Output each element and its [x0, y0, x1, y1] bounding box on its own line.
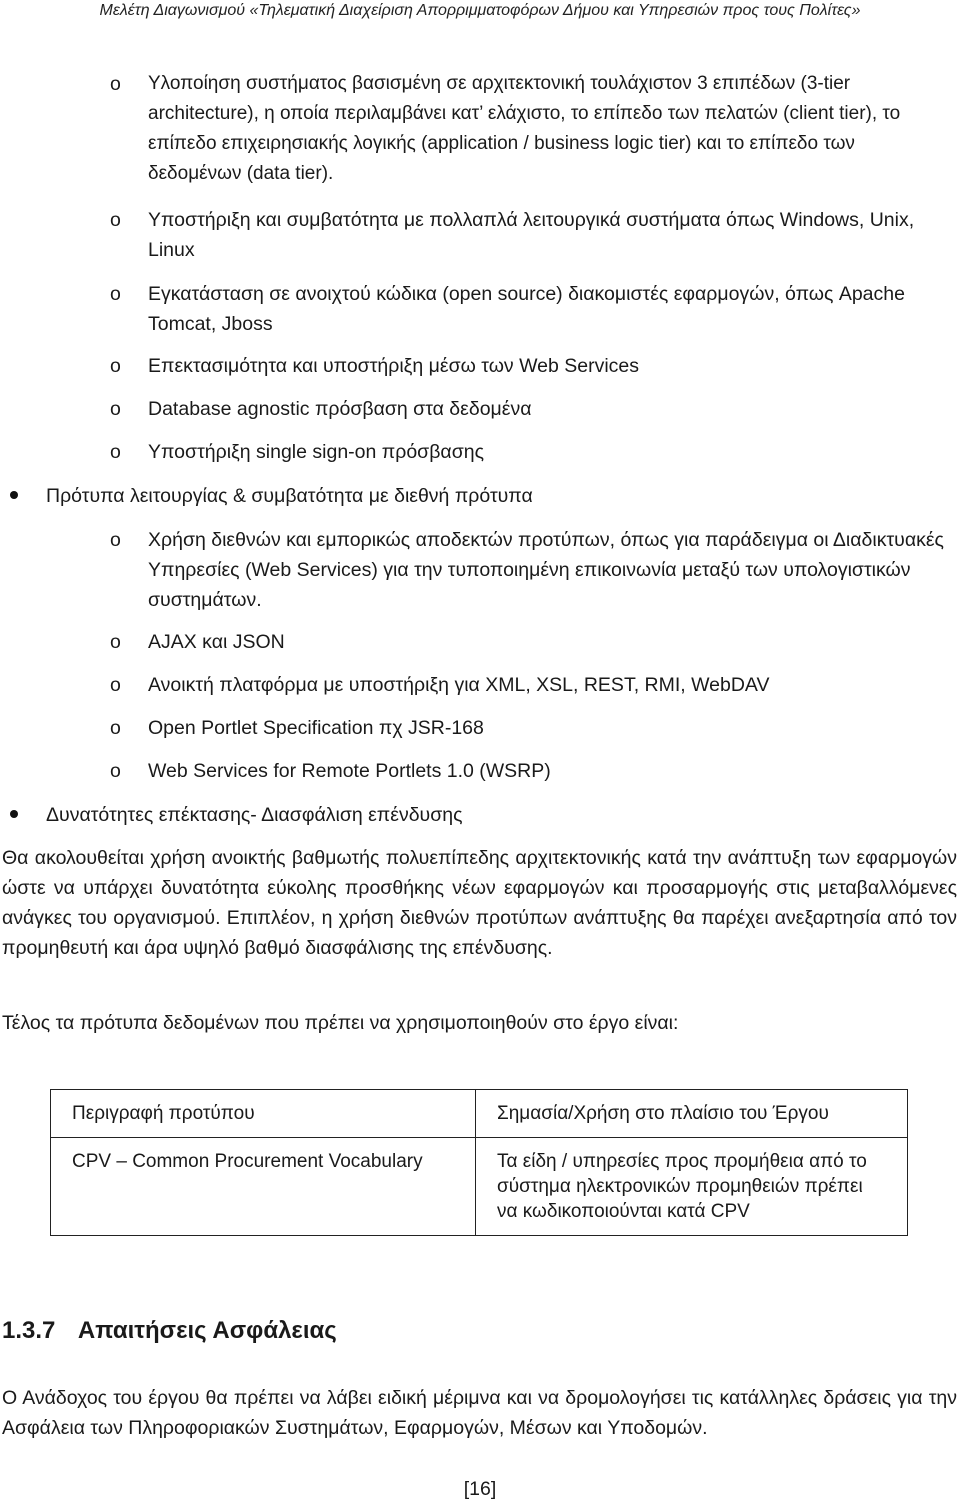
list-item: Υποστήριξη single sign-on πρόσβασης [148, 441, 484, 463]
list-marker: o [110, 441, 121, 463]
list-marker: o [110, 760, 121, 782]
standards-table [50, 1089, 908, 1236]
list-item: Ανοικτή πλατφόρμα με υποστήριξη για XML, XSL, REST, RMI, WebDAV [148, 674, 770, 696]
list-item: Υποστήριξη και συμβατότητα με πολλαπλά λειτουργικά συστήματα όπως Windows, Unix, Linux [148, 209, 915, 261]
list-marker: o [110, 529, 121, 551]
section-number: 1.3.7 [2, 1317, 56, 1344]
page-number: [16] [463, 1478, 497, 1500]
table-header-cell: Σημασία/Χρήση στο πλαίσιο του Έργου [476, 1090, 908, 1138]
section-paragraph: Ο Ανάδοχος του έργου θα πρέπει να λάβει ειδική μέριμνα και να δρομολογήσει τις κατάλληλες δράσεις για την Ασφάλεια των Πληροφοριακών Συστημάτων, Εφαρμογών, Μέσων και Υποδομών. [2, 1387, 957, 1439]
section-title: Απαιτήσεις Ασφάλειας [77, 1317, 337, 1344]
page-header: Μελέτη Διαγωνισμού «Τηλεματική Διαχείριση Απορριμματοφόρων Δήμου και Υπηρεσιών προς τους Πολίτες» [99, 2, 861, 19]
body-paragraph: Τέλος τα πρότυπα δεδομένων που πρέπει να χρησιμοποιηθούν στο έργο είναι: [2, 1012, 679, 1034]
table-row [51, 1138, 908, 1236]
bullet-item: Δυνατότητες επέκτασης- Διασφάλιση επένδυσης [46, 804, 463, 826]
bullet-item: Πρότυπα λειτουργίας & συμβατότητα με διεθνή πρότυπα [46, 485, 533, 507]
section-heading [2, 1314, 337, 1348]
list-marker: o [110, 209, 121, 231]
list-item: Open Portlet Specification πχ JSR-168 [148, 717, 484, 739]
list-item: Database agnostic πρόσβαση στα δεδομένα [148, 398, 532, 420]
list-marker: o [110, 717, 121, 739]
list-item: Επεκτασιμότητα και υποστήριξη μέσω των Web Services [148, 355, 640, 377]
table-cell: Τα είδη / υπηρεσίες προς προμήθεια από το σύστημα ηλεκτρονικών προμηθειών πρέπει να κωδικοποιούνται κατά CPV [476, 1138, 908, 1236]
list-marker: o [110, 283, 121, 305]
list-marker: o [110, 73, 121, 95]
table-header-row [51, 1090, 908, 1138]
list-item: AJAX και JSON [148, 631, 285, 653]
list-item: Χρήση διεθνών και εμπορικώς αποδεκτών προτύπων, όπως για παράδειγμα οι Διαδικτυακές Υπηρεσίες (Web Services) για την τυποποιημένη επικοινωνία μεταξύ των υπολογιστικών συστημάτων. [148, 529, 944, 611]
bullet-dot [10, 491, 18, 499]
list-marker: o [110, 674, 121, 696]
list-item: Υλοποίηση συστήματος βασισμένη σε αρχιτεκτονική τουλάχιστον 3 επιπέδων (3-tier architecture), η οποία περιλαμβάνει κατ’ ελάχιστο, το επίπεδο των πελατών (client tier), το επίπεδο επιχειρησιακής λογικής (application / business logic tier) και το επίπεδο των δεδομένων (data tier). [148, 73, 901, 184]
list-marker: o [110, 631, 121, 653]
bullet-dot [10, 810, 18, 818]
list-marker: o [110, 355, 121, 377]
table-cell: CPV – Common Procurement Vocabulary [51, 1138, 476, 1236]
list-marker: o [110, 398, 121, 420]
table-header-cell: Περιγραφή προτύπου [51, 1090, 476, 1138]
body-paragraph: Θα ακολουθείται χρήση ανοικτής βαθμωτής πολυεπίπεδης αρχιτεκτονικής κατά την ανάπτυξη των εφαρμογών ώστε να υπάρχει δυνατότητα εύκολης προσθήκης νέων εφαρμογών και προσαρμογής στις μεταβαλλόμενες ανάγκες του οργανισμού. Επιπλέον, η χρήση διεθνών προτύπων ανάπτυξης θα παρέχει ανεξαρτησία από τον προμηθευτή και άρα υψηλό βαθμό διασφάλισης της επένδυσης. [2, 847, 957, 959]
list-item: Web Services for Remote Portlets 1.0 (WSRP) [148, 760, 551, 782]
list-item: Εγκατάσταση σε ανοιχτού κώδικα (open source) διακομιστές εφαρμογών, όπως Apache Tomcat, Jboss [148, 283, 905, 335]
